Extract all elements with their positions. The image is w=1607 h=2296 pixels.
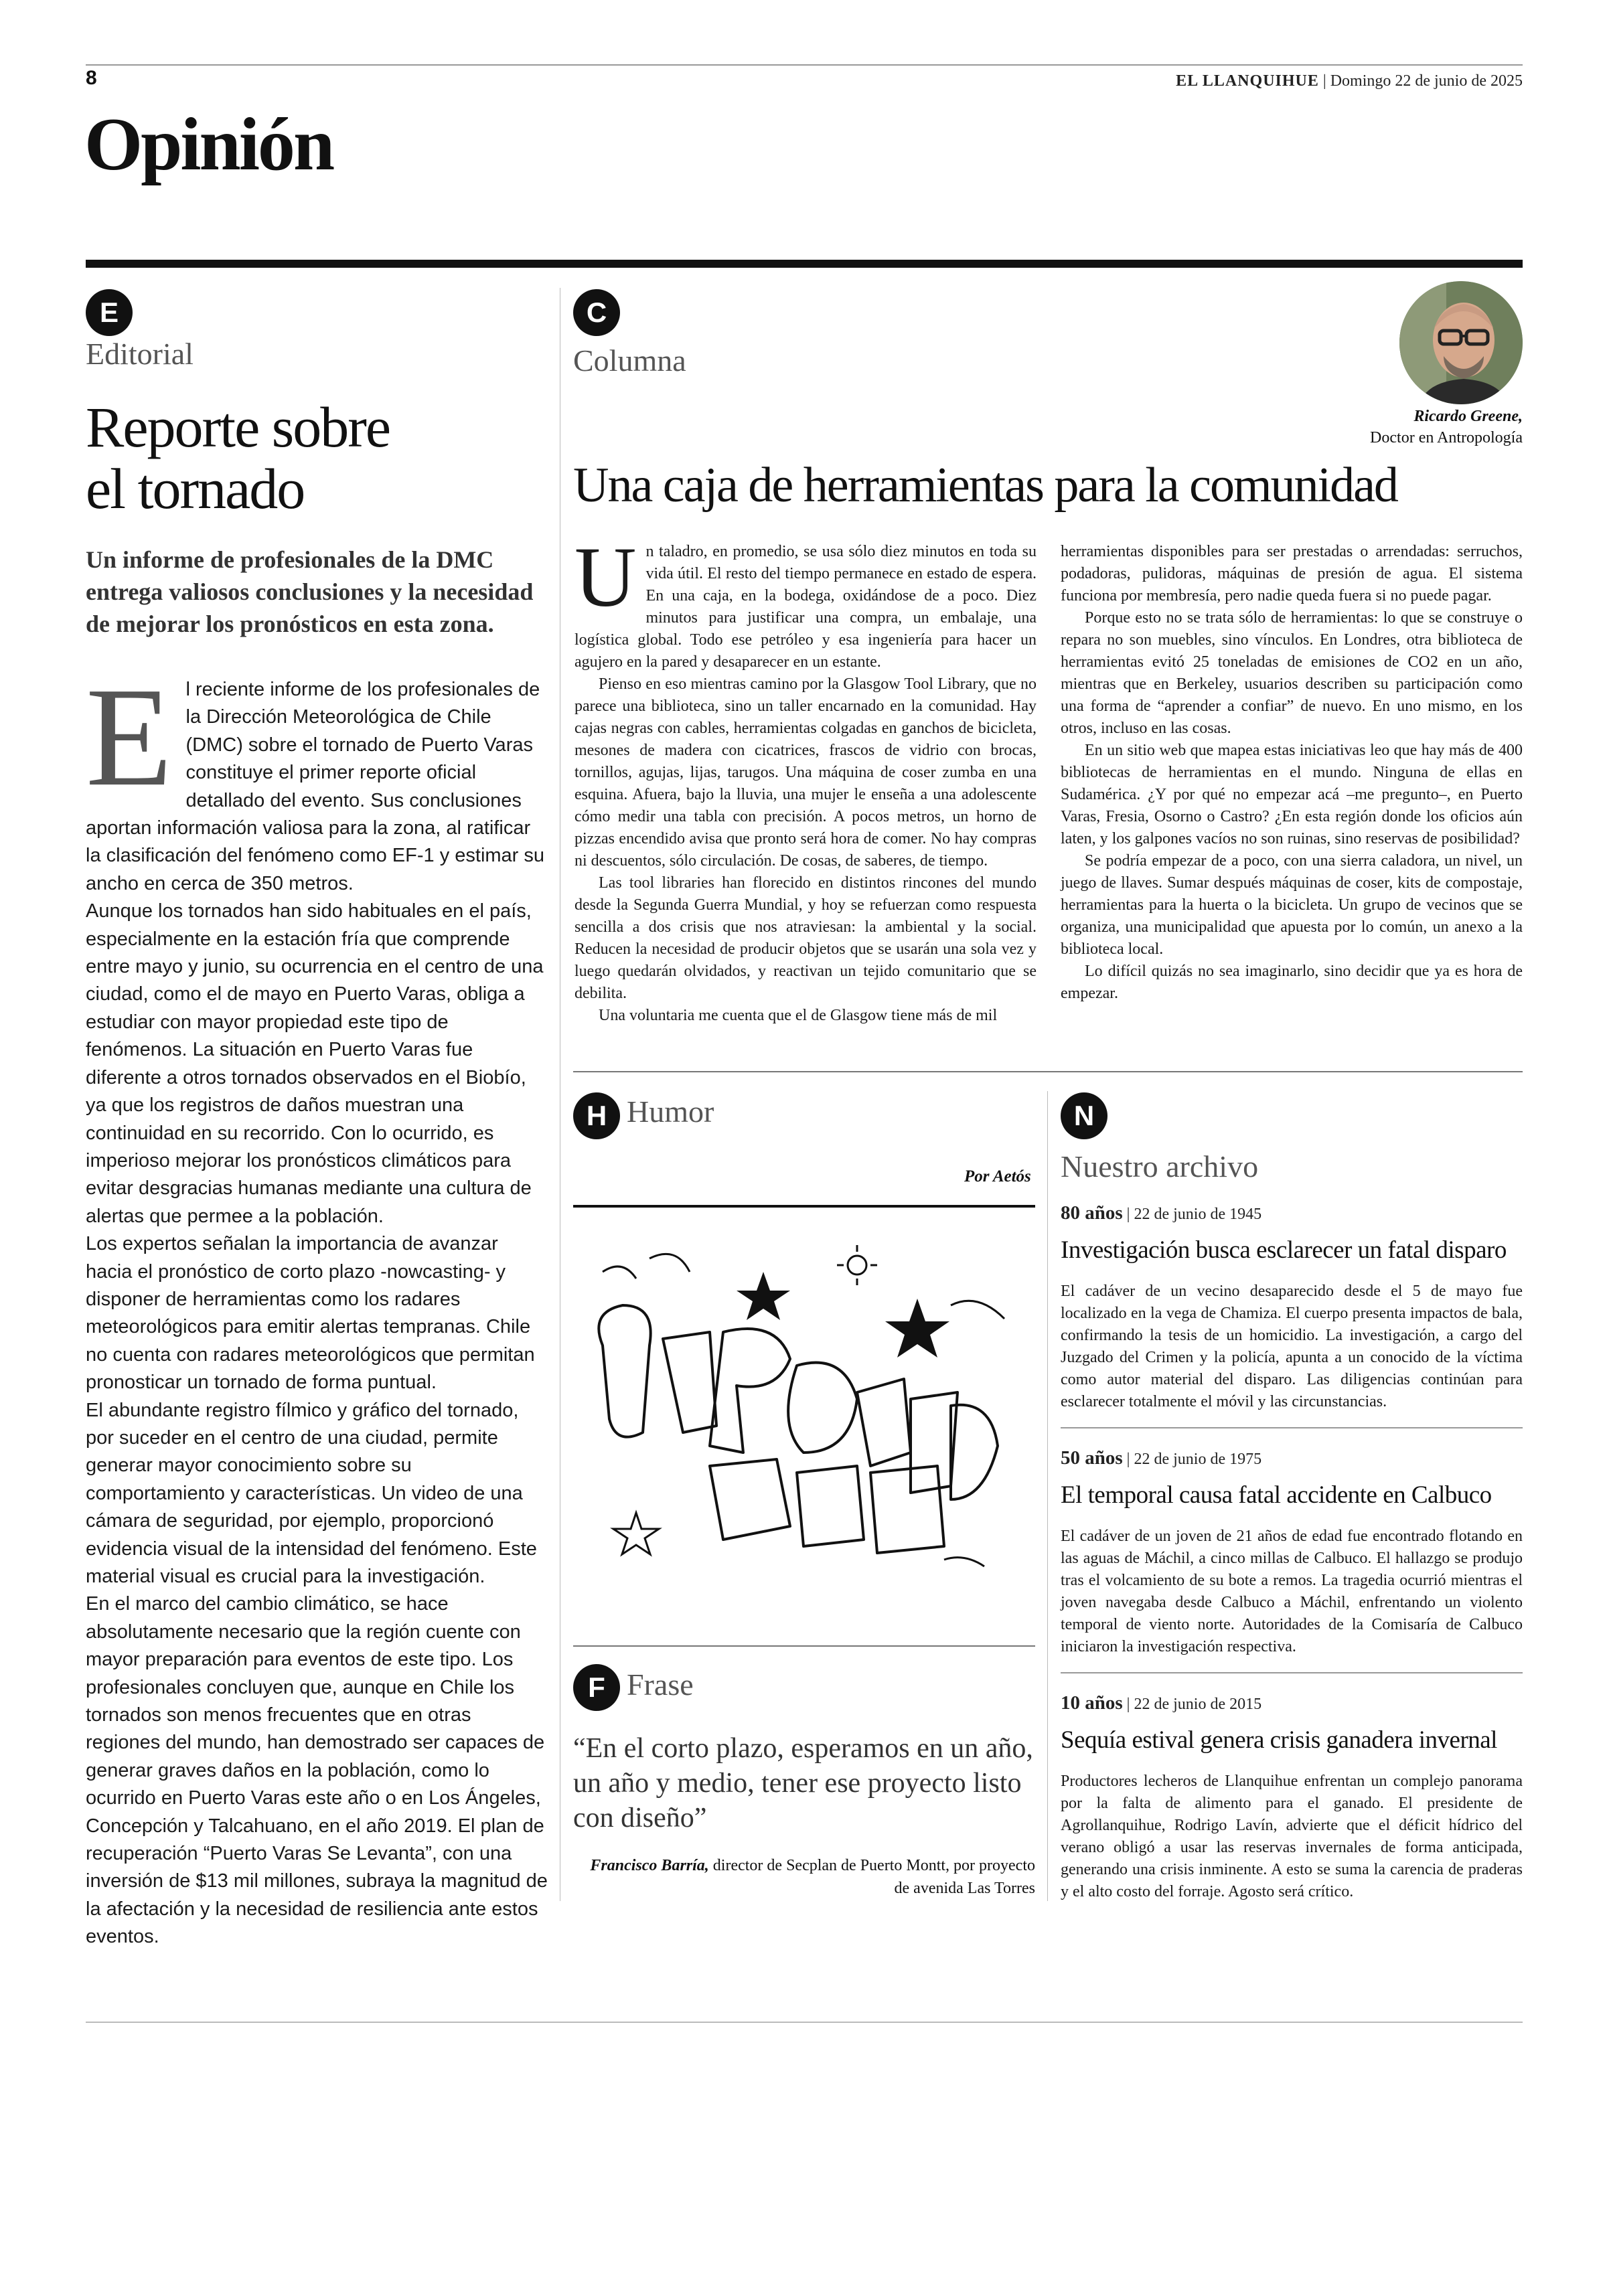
frase-source	[573, 1854, 1035, 1900]
editorial-headline	[86, 396, 541, 519]
author-credit	[1370, 406, 1523, 448]
frase-quote: “En el corto plazo, esperamos en un año, un año y medio, tener ese proyecto listo con diseño”	[573, 1733, 1033, 1833]
frase-top-rule	[573, 1645, 1035, 1647]
archive-item-when: 10 años | 22 de junio de 2015	[1061, 1692, 1262, 1714]
archive-badge: N	[1061, 1092, 1107, 1139]
editorial-paragraph-2: Aunque los tornados han sido habituales en el país, especialmente en la estación fría que comprende entre mayo y junio, su ocurrencia en el centro de una ciudad, como el de mayo en Puerto Varas, obliga a estudiar con mayor propiedad este tipo de fenómenos. La situación en Puerto Varas fue diferente a otros tornados observados en el Biobío, ya que los registros de daños muestran una continuidad en su recorrido. Con lo ocurrido, es imperioso mejorar los pronósticos climáticos para evitar desgracias humanas mediante una cultura de alertas que permee a la población.	[86, 900, 544, 1227]
archive-item-1	[1061, 1202, 1523, 1413]
masthead-separator: |	[1322, 72, 1330, 90]
section-title: Opinión	[84, 103, 333, 186]
author-title: Doctor en Antropología	[1370, 429, 1523, 446]
humor-badge: H	[573, 1092, 620, 1139]
archive-item-3	[1061, 1692, 1523, 1903]
column-paragraph-7: En un sitio web que mapea estas iniciativas leo que hay más de 400 bibliotecas de herramientas en el mundo. Ninguna de ellas en Sudamérica. ¿Y por qué no empezar acá –me pregunto–, en Puerto Varas, Fresia, Osorno o Castro? ¿En esta región donde los oficios aún laten, y los galpones vacíos no son ruinas, sino reservas de posibilidad?	[1061, 742, 1523, 847]
archive-item-body: Productores lecheros de Llanquihue enfrentan un complejo panorama por la falta de alimento para el ganado. El presidente de Agrollanquihue, Rodrigo Lavín, advierte que el déficit hídrico del verano obligó a usar las reservas invernales de forma anticipada, generando una crisis inminente. A esto se suma la carencia de praderas y el alto costo del forraje. Agosto será crítico.	[1061, 1773, 1523, 1900]
cartoon-drawing-icon	[576, 1232, 1038, 1607]
section-rule	[86, 260, 1523, 268]
masthead	[1176, 72, 1523, 90]
editorial-headline-line1: Reporte sobre	[86, 395, 390, 459]
archive-item-headline: Investigación busca esclarecer un fatal disparo	[1061, 1236, 1507, 1264]
humor-rule	[573, 1205, 1035, 1208]
editorial-dropcap: E	[86, 658, 173, 815]
column-text-right	[1061, 541, 1523, 1005]
editorial-body	[86, 658, 548, 1951]
bottom-rule	[86, 2022, 1523, 2023]
archive-item-headline: El temporal causa fatal accidente en Calbuco	[1061, 1481, 1492, 1509]
archive-item-body: El cadáver de un joven de 21 años de edad fue encontrado flotando en las aguas de Máchil, a cinco millas de Calbuco. El hallazgo se produjo tras el volcamiento de su bote a remos. La tragedia ocurrió mientras el joven navegaba desde Calbuco a Máchil, enfrentando un violento temporal de viento norte. Autoridades de la Comisaría de Calbuco iniciaron la investigación respectiva.	[1061, 1528, 1523, 1655]
issue-date: Domingo 22 de junio de 2025	[1330, 72, 1523, 90]
editorial-headline-line2: el tornado	[86, 457, 305, 521]
archive-item-2	[1061, 1447, 1523, 1658]
editorial-kicker: Editorial	[86, 337, 194, 371]
editorial-badge: E	[86, 289, 133, 336]
archive-rule-1	[1061, 1427, 1523, 1428]
page-number: 8	[86, 67, 97, 89]
frase-source-role: director de Secplan de Puerto Montt, por proyecto de avenida Las Torres	[708, 1857, 1035, 1897]
editorial-deck: Un informe de profesionales de la DMC entrega valiosos conclusiones y la necesidad de mejorar los pronósticos en esta zona.	[86, 546, 534, 637]
column-paragraph-8: Se podría empezar de a poco, con una sierra caladora, un nivel, un juego de llaves. Sumar después máquinas de coser, kits de compostaje, herramientas para la huerta o la bicicleta. Un grupo de vecinos que se organiza, una municipalidad que apuesta por lo común, un anexo a la biblioteca local.	[1061, 852, 1523, 958]
editorial-paragraph-1: El reciente informe de los profesionales de la Dirección Meteorológica de Chile (DMC) sobre el tornado de Puerto Varas constituye el primer reporte oficial detallado del evento. Sus conclusiones aportan información valiosa para la zona, al ratificar la clasificación del fenómeno como EF-1 y estimar su ancho en cerca de 350 metros.	[86, 658, 545, 894]
column-paragraph-3: Las tool libraries han florecido en distintos rincones del mundo desde la Segunda Guerra Mundial, y hoy se refuerzan como respuesta sencilla a dos crisis que nos atraviesan: la ambiental y la social. Reducen la necesidad de producir objetos que se usarán una sola vez y luego quedarán olvidados, y reactivan un tejido comunitario que se debilita.	[575, 874, 1037, 1002]
humor-archive-divider	[1047, 1091, 1048, 1901]
humor-byline: Por Aetós	[964, 1167, 1031, 1185]
author-name: Ricardo Greene,	[1413, 408, 1523, 425]
author-portrait-icon	[1399, 281, 1523, 404]
archive-item-headline: Sequía estival genera crisis ganadera invernal	[1061, 1726, 1497, 1754]
archive-kicker: Nuestro archivo	[1061, 1149, 1259, 1183]
archive-item-body: El cadáver de un vecino desaparecido desde el 5 de mayo fue localizado en la vega de Chamiza. El cuerpo presenta impactos de bala, confirmando la tesis de un homicidio. La investigación, a cargo del Juzgado del Crimen y la policía, apunta a un conocido de la víctima como autor material del disparo. Las diligencias continúan para esclarecer totalmente el móvil y las circunstancias.	[1061, 1283, 1523, 1410]
archive-item-when: 50 años | 22 de junio de 1975	[1061, 1447, 1262, 1469]
column-paragraph-1: Un taladro, en promedio, se usa sólo diez minutos en toda su vida útil. El resto del tiempo permanece en estado de espera. En una caja, en la bodega, oxidándose de a poco. Diez minutos para justificar una compra, un embalaje, una logística global. Todo ese petróleo y esa ingeniería para hacer un agujero en la pared y desaparecer en un estante.	[575, 529, 1037, 671]
column-paragraph-2: Pienso en eso mientras camino por la Glasgow Tool Library, que no parece una biblioteca, sino un taller encarnado en la comunidad. Hay cajas negras con cables, herramientas colgadas en ganchos de bicicleta, mesones de madera con cicatrices, frascos de vidrio con brocas, tornillos, agujas, lijas, tarugos. Una máquina de coser zumba en una esquina. Afuera, bajo la lluvia, una mujer le enseña a una adolescente cómo medir una tabla con precisión. A pocos metros, un horno de pizzas encendido avisa que pronto será hora de comer. No hay compras ni descuentos, sólo circulación. De cosas, de saberes, de tiempo.	[575, 675, 1037, 870]
column-paragraph-9: Lo difícil quizás no sea imaginarlo, sino decidir que ya es hora de empezar.	[1061, 963, 1523, 1002]
column-paragraph-5: herramientas disponibles para ser prestadas o arrendadas: serruchos, podadoras, pulidoras, máquinas de presión de agua. El sistema funciona por membresía, pero nadie queda fuera si no puede pagar.	[1061, 543, 1523, 604]
column-paragraph-6: Porque esto no se trata sólo de herramientas: lo que se construye o repara no son muebles, sino vínculos. En Londres, otra biblioteca de herramientas evitó 25 toneladas de emisiones de CO2 en un año, mientras que en Berkeley, usuarios describen su participación como una forma de “aprender a confiar” de nuevo. En uno mismo, en los otros, incluso en las cosas.	[1061, 609, 1523, 737]
top-rule	[86, 64, 1523, 66]
column-bottom-rule	[573, 1071, 1523, 1072]
archive-rule-2	[1061, 1672, 1523, 1673]
column-text-left	[575, 529, 1037, 1027]
humor-kicker: Humor	[627, 1094, 714, 1129]
column-paragraph-4: Una voluntaria me cuenta que el de Glasgow tiene más de mil	[599, 1007, 998, 1024]
editorial-paragraph-3: Los expertos señalan la importancia de avanzar hacia el pronóstico de corto plazo -nowcasting- y disponer de herramientas como los radares meteorológicos para emitir alertas tempranas. Chile no cuenta con radares meteorológicos que permitan pronosticar un tornado de forma puntual.	[86, 1233, 535, 1394]
frase-kicker: Frase	[627, 1667, 694, 1702]
frase-source-name: Francisco Barría,	[590, 1857, 709, 1874]
editorial-paragraph-4: El abundante registro fílmico y gráfico del tornado, por suceder en el centro de una ciudad, permite generar mayor conocimiento sobre su comportamiento y características. Un video de una cámara de seguridad, por ejemplo, proporcionó evidencia visual de la intensidad del fenómeno. Este material visual es crucial para la investigación.	[86, 1399, 537, 1587]
column-headline: Una caja de herramientas para la comunidad	[573, 458, 1397, 513]
editorial-paragraph-5: En el marco del cambio climático, se hace absolutamente necesario que la región cuente con mayor preparación para eventos de este tipo. Los profesionales concluyen que, aunque en Chile los tornados son menos frecuentes que en otras regiones del mundo, han demostrado ser capaces de generar graves daños en la población, como lo ocurrido en Puerto Varas este año o en Los Ángeles, Concepción y Talcahuano, en el año 2019. El plan de recuperación “Puerto Varas Se Levanta”, con una inversión de $13 mil millones, subraya la magnitud de la afectación y la necesidad de resiliencia ante estos eventos.	[86, 1593, 548, 1948]
column-badge: C	[573, 289, 620, 336]
archive-item-when: 80 años | 22 de junio de 1945	[1061, 1202, 1262, 1224]
column-kicker: Columna	[573, 343, 686, 378]
column-dropcap: U	[575, 529, 637, 625]
cartoon	[576, 1232, 1038, 1607]
newspaper-name: EL LLANQUIHUE	[1176, 72, 1319, 90]
author-avatar	[1399, 281, 1523, 404]
frase-badge: F	[573, 1664, 620, 1711]
